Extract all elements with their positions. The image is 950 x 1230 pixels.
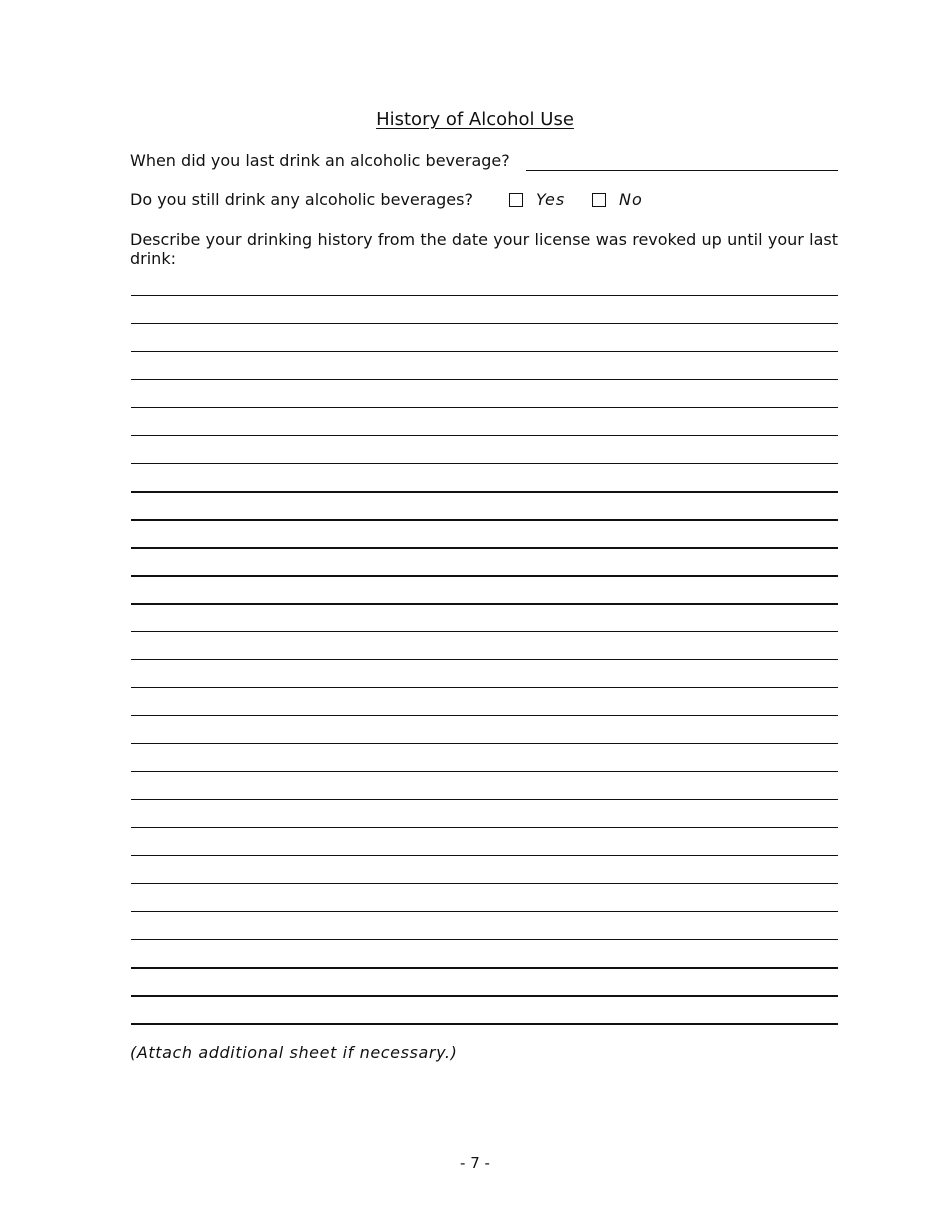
answer-line[interactable]	[131, 323, 838, 324]
answer-line[interactable]	[131, 855, 838, 856]
answer-line[interactable]	[131, 995, 838, 997]
yes-checkbox[interactable]	[509, 193, 523, 207]
answer-line[interactable]	[131, 659, 838, 660]
answer-line[interactable]	[131, 603, 838, 605]
answer-line[interactable]	[131, 883, 838, 884]
answer-line[interactable]	[131, 771, 838, 772]
page-number: - 7 -	[460, 1154, 490, 1172]
answer-line[interactable]	[131, 435, 838, 436]
still-drink-label: Do you still drink any alcoholic beverages?	[130, 190, 473, 209]
answer-line[interactable]	[131, 967, 838, 969]
answer-line[interactable]	[131, 575, 838, 577]
answer-line[interactable]	[131, 1023, 838, 1025]
answer-line[interactable]	[131, 715, 838, 716]
last-drink-label: When did you last drink an alcoholic beverage?	[130, 151, 510, 170]
answer-line[interactable]	[131, 519, 838, 521]
answer-line[interactable]	[131, 631, 838, 632]
last-drink-answer-field[interactable]	[526, 170, 838, 171]
answer-line[interactable]	[131, 407, 838, 408]
page-title: History of Alcohol Use	[376, 109, 574, 130]
answer-line[interactable]	[131, 687, 838, 688]
answer-line[interactable]	[131, 295, 838, 296]
drinking-history-answer-area[interactable]	[131, 295, 838, 1023]
answer-line[interactable]	[131, 547, 838, 549]
answer-line[interactable]	[131, 939, 838, 940]
answer-line[interactable]	[131, 491, 838, 493]
last-drink-question	[130, 151, 838, 173]
yes-label: Yes	[536, 190, 566, 209]
attach-sheet-note: (Attach additional sheet if necessary.)	[130, 1043, 458, 1062]
answer-line[interactable]	[131, 743, 838, 744]
drinking-history-label: Describe your drinking history from the date your license was revoked up until your last drink:	[130, 230, 838, 268]
answer-line[interactable]	[131, 463, 838, 464]
still-drink-question	[130, 190, 838, 212]
answer-line[interactable]	[131, 351, 838, 352]
answer-line[interactable]	[131, 799, 838, 800]
no-label: No	[619, 190, 643, 209]
answer-line[interactable]	[131, 827, 838, 828]
answer-line[interactable]	[131, 911, 838, 912]
no-checkbox[interactable]	[592, 193, 606, 207]
answer-line[interactable]	[131, 379, 838, 380]
